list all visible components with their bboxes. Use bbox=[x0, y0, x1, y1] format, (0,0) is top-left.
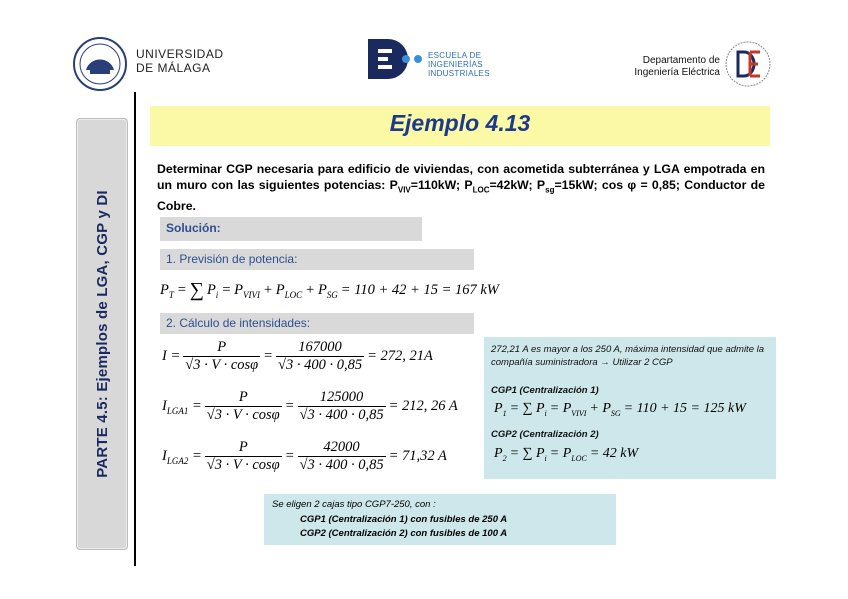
cgp1-label: CGP1 (Centralización 1) bbox=[491, 385, 599, 396]
problem-statement: Determinar CGP necesaria para edificio de viviendas, con acometida subterránea y LGA empotrada en un muro con las siguientes potencias: $P_{VIV}=110kW$; $P_{LOC}=42kW$; $P_{sg}=15kW$; cos φ = 0,85; Conductor de Cobre. bbox=[157, 162, 765, 214]
cgp1-equation: $P_1$ = ∑ $P_i$ = $P_{VIVI}$ + $P_{SG}$ = 110 + 15 = 125 kW bbox=[494, 401, 746, 418]
vertical-divider bbox=[134, 92, 136, 566]
section-2-label: 2. Cálculo de intensidades: bbox=[166, 316, 311, 330]
cgp2-label: CGP2 (Centralización 2) bbox=[491, 429, 599, 440]
note-text: 272,21 A es mayor a los 250 A, máxima intensidad que admite la compañía suministradora → Utilizar 2 CGP bbox=[491, 344, 765, 368]
current-equation: I = $\frac{P}{√3 \cdot V \cdot \cos\varphi}$ = $\frac{167000}{√3 \cdot 400 \cdot 0,85}$ = 272, 21A bbox=[162, 339, 433, 373]
cgp2-equation: $P_2$ = ∑ $P_i$ = $P_{LOC}$ = 42 kW bbox=[494, 446, 639, 463]
section-1-label: 1. Previsión de potencia: bbox=[166, 252, 298, 266]
conclusion-line-1: Se eligen 2 cajas tipo CGP7-250, con : bbox=[272, 499, 436, 510]
sidebar-label: PARTE 4.5: Ejemplos de LGA, CGP y DI bbox=[93, 190, 111, 478]
solution-label: Solución: bbox=[166, 221, 221, 235]
universidad-malaga-logo-icon bbox=[72, 36, 128, 92]
university-name: UNIVERSIDAD DE MÁLAGA bbox=[136, 47, 224, 75]
conclusion-line-2: CGP1 (Centralización 1) con fusibles de 250 A bbox=[300, 514, 508, 525]
current-lga1-equation: $I_{LGA1}$ = $\frac{P}{√3 \cdot V \cdot \cos\varphi}$ = $\frac{125000}{√3 \cdot 400 \cdot 0,85}$ = 212, 26 A bbox=[162, 389, 458, 423]
power-equation: $P_T$ = ∑ $P_i$ = $P_{VIVI}$ + $P_{LOC}$ + $P_{SG}$ = 110 + 42 + 15 = 167 kW bbox=[160, 279, 499, 301]
conclusion-line-3: CGP2 (Centralización 2) con fusibles de 100 A bbox=[300, 528, 508, 539]
school-name: ESCUELA DE INGENIERÍAS INDUSTRIALES bbox=[428, 51, 490, 78]
department-seal-icon bbox=[724, 40, 772, 88]
sidebar-panel bbox=[76, 118, 128, 550]
page-title: Ejemplo 4.13 bbox=[389, 110, 531, 136]
escuela-ingenierias-logo-icon bbox=[366, 37, 424, 81]
current-lga2-equation: $I_{LGA2}$ = $\frac{P}{√3 \cdot V \cdot \cos\varphi}$ = $\frac{42000}{√3 \cdot 400 \cdot 0,85}$ = 71,32 A bbox=[162, 439, 447, 473]
department-name: Departamento de Ingeniería Eléctrica bbox=[634, 55, 720, 78]
